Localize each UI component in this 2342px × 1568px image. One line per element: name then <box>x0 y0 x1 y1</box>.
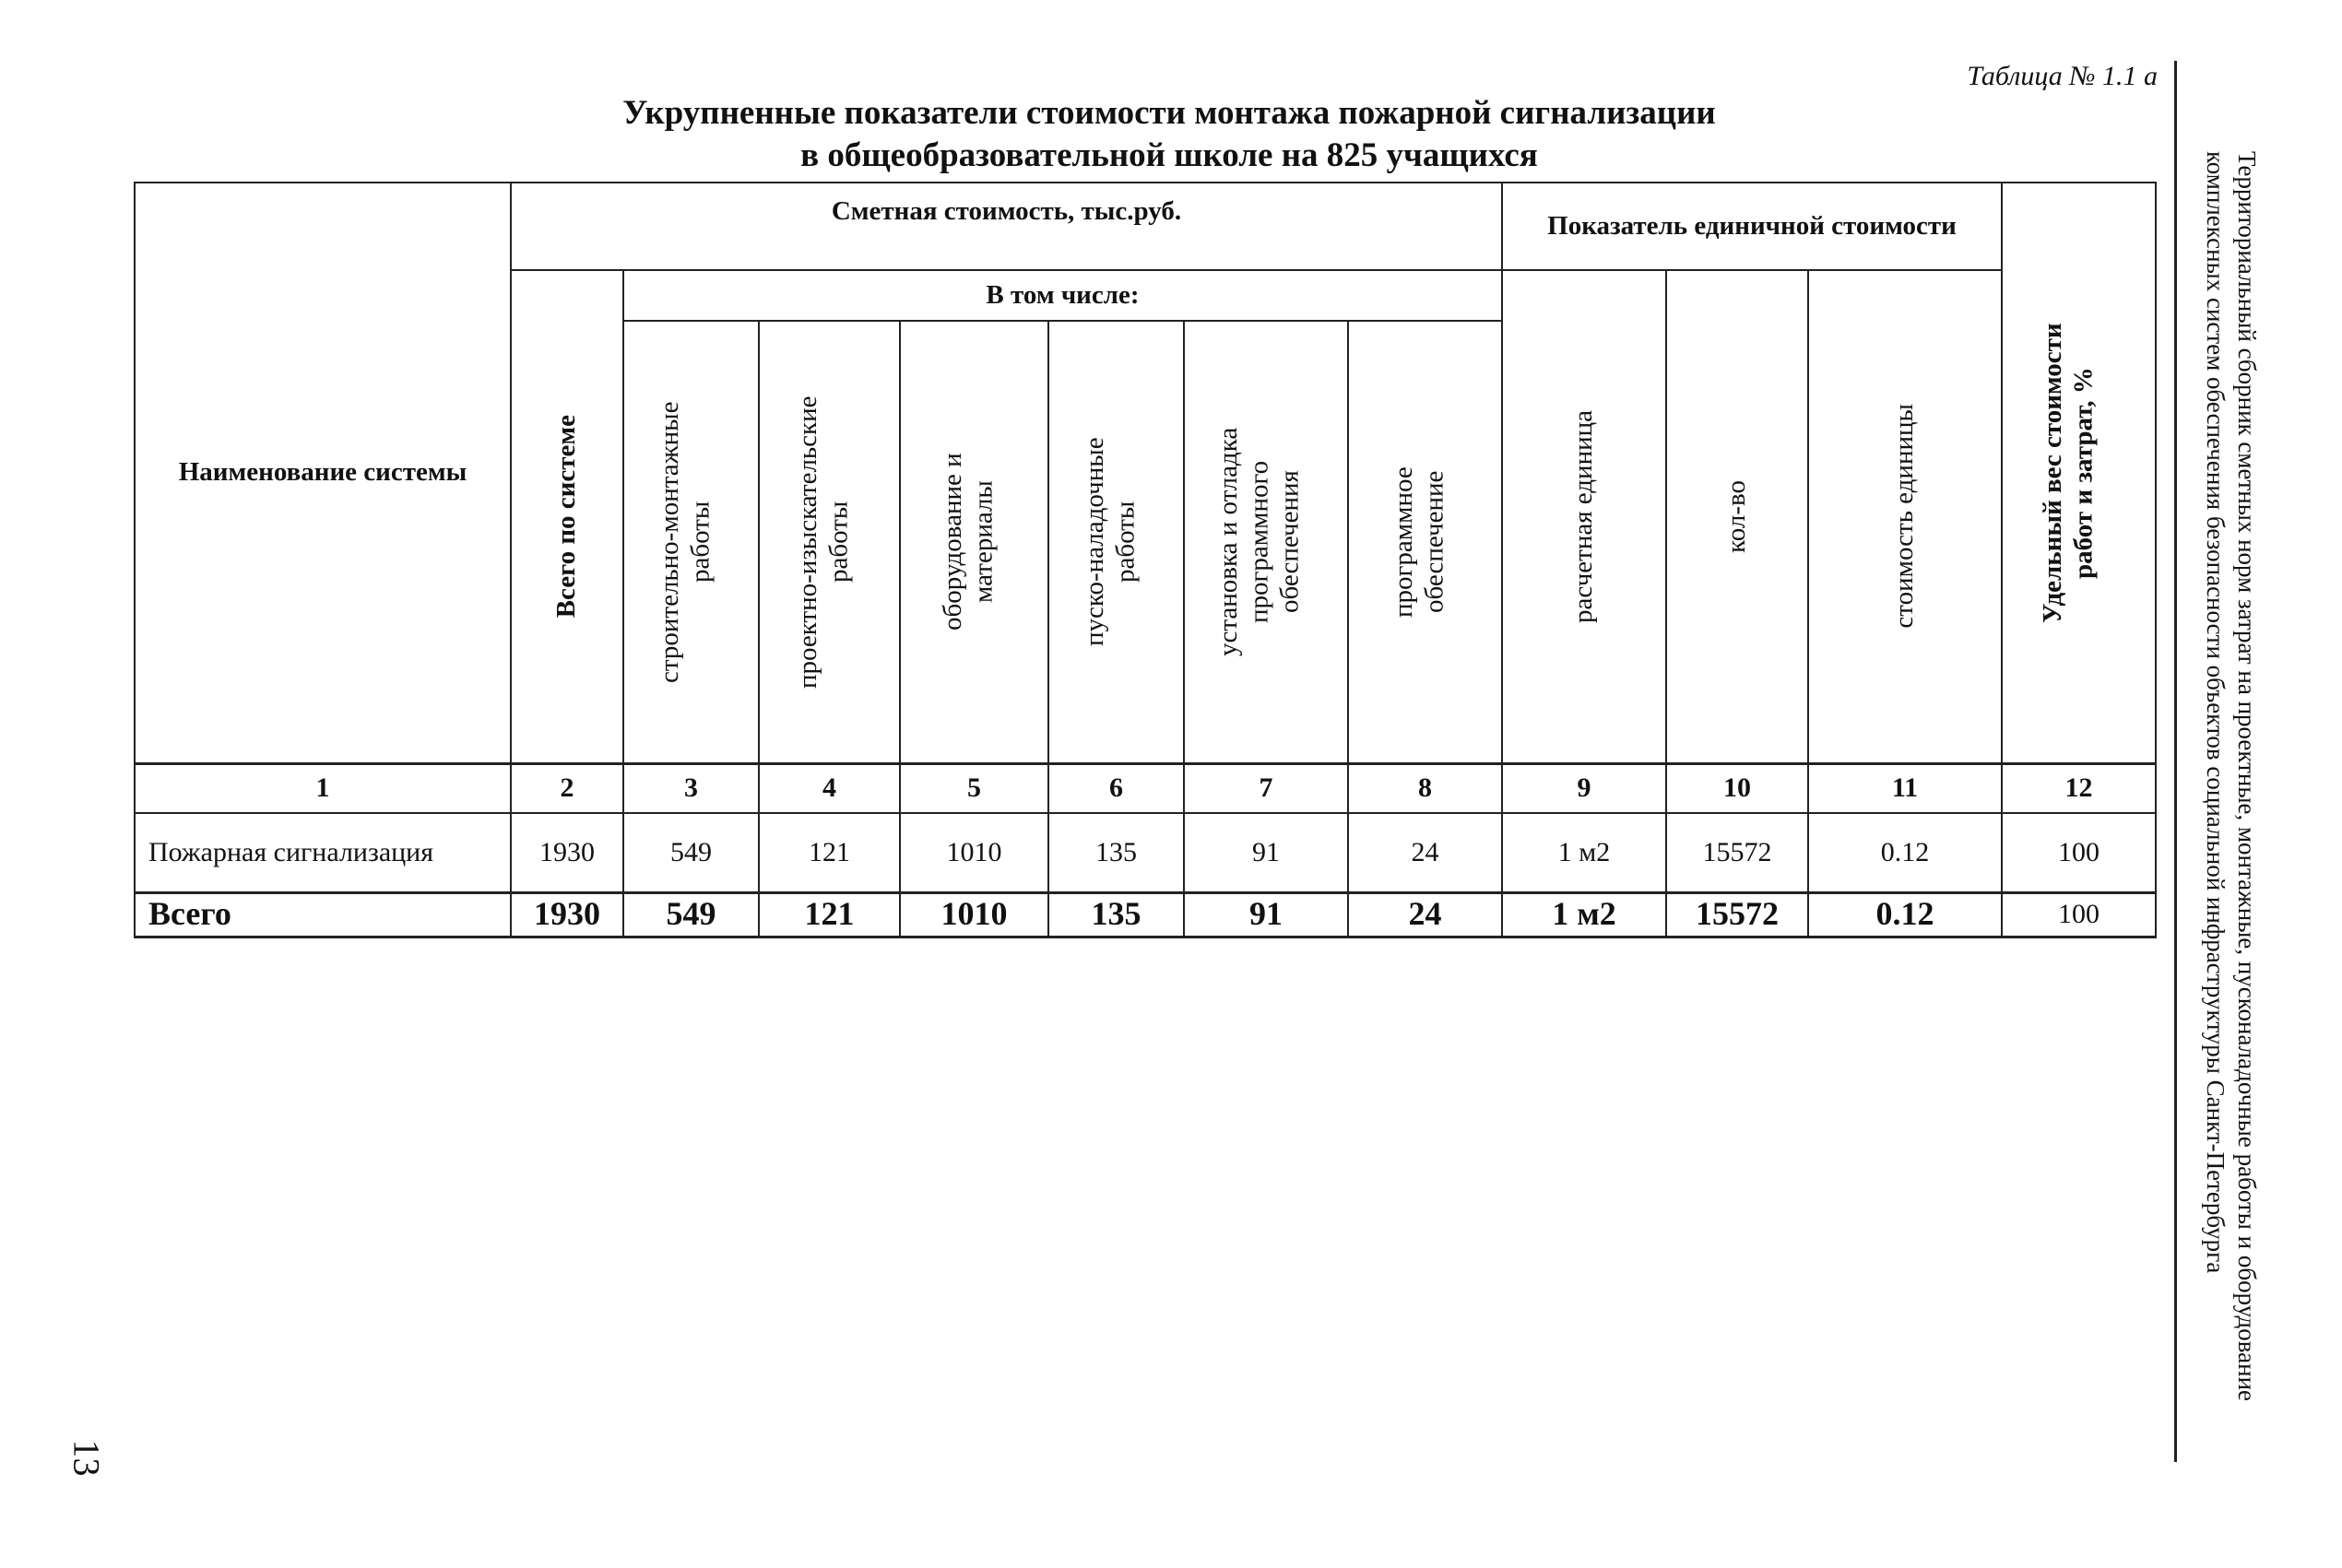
col-number: 5 <box>900 763 1048 813</box>
col-number: 11 <box>1808 763 2002 813</box>
header-software <box>1348 321 1502 763</box>
cell-unit-cost: 0.12 <box>1808 892 2002 937</box>
cell-construction: 549 <box>623 892 759 937</box>
header-software-text: программное обеспечение <box>1388 466 1449 618</box>
col-number: 12 <box>2002 763 2156 813</box>
cell-unit-cost: 0.12 <box>1808 813 2002 892</box>
col-number: 2 <box>511 763 623 813</box>
col-number: 9 <box>1502 763 1666 813</box>
col-number: 6 <box>1048 763 1184 813</box>
header-construction-text: строительно-монтажные работы <box>654 400 715 683</box>
cell-design: 121 <box>759 813 900 892</box>
cell-software-setup: 91 <box>1184 892 1348 937</box>
header-design <box>759 321 900 763</box>
cell-software: 24 <box>1348 813 1502 892</box>
header-unit-cost <box>1808 270 2002 763</box>
side-note <box>2185 151 2277 1460</box>
col-number: 8 <box>1348 763 1502 813</box>
header-unit-group: Показатель единичной стоимости <box>1502 183 2002 270</box>
cell-design: 121 <box>759 892 900 937</box>
header-construction <box>623 321 759 763</box>
page-title <box>136 92 2202 177</box>
header-unit-cost-text: стоимость единицы <box>1889 404 1920 630</box>
row-name: Всего <box>135 892 511 937</box>
header-total-by-system <box>511 270 623 763</box>
cell-software-setup: 91 <box>1184 813 1348 892</box>
header-software-setup <box>1184 321 1348 763</box>
cell-commissioning: 135 <box>1048 813 1184 892</box>
cell-software: 24 <box>1348 892 1502 937</box>
row-name: Пожарная сигнализация <box>135 813 511 892</box>
cell-share: 100 <box>2002 813 2156 892</box>
vertical-rule <box>2174 61 2177 1462</box>
header-cost-group: Сметная стоимость, тыс.руб. <box>511 183 1502 270</box>
side-note-line-1: Территориальный сборник сметных норм затрат на проектные, монтажные, пусконаладочные работы и оборудование <box>2233 151 2261 1402</box>
col-number: 3 <box>623 763 759 813</box>
header-equipment-text: оборудование и материалы <box>937 453 998 631</box>
cell-total: 1930 <box>511 892 623 937</box>
header-calc-unit-text: расчетная единица <box>1568 409 1599 623</box>
cell-calc-unit: 1 м2 <box>1502 813 1666 892</box>
cell-calc-unit: 1 м2 <box>1502 892 1666 937</box>
header-software-setup-text: установка и отладка программного обеспечения <box>1212 427 1305 656</box>
col-number: 1 <box>135 763 511 813</box>
header-commissioning <box>1048 321 1184 763</box>
cell-equipment: 1010 <box>900 813 1048 892</box>
total-row <box>135 892 2156 937</box>
col-number: 10 <box>1666 763 1808 813</box>
header-total-text: Всего по системе <box>551 415 582 619</box>
header-share <box>2002 183 2156 763</box>
col-number: 7 <box>1184 763 1348 813</box>
table-row <box>135 813 2156 892</box>
header-design-text: проектно-изыскательские работы <box>792 395 853 689</box>
cell-equipment: 1010 <box>900 892 1048 937</box>
column-number-row <box>135 763 2156 813</box>
header-share-text: Удельный вес стоимости работ и затрат, % <box>2037 322 2098 623</box>
cell-share: 100 <box>2002 892 2156 937</box>
title-line-2: в общеобразовательной школе на 825 учащихся <box>800 136 1538 174</box>
cost-table <box>134 182 2157 938</box>
col-number: 4 <box>759 763 900 813</box>
table-label: Таблица № 1.1 а <box>1967 61 2158 91</box>
header-quantity-text: кол-во <box>1721 479 1752 553</box>
side-note-line-2: комплексных систем обеспечения безопасности объектов социальной инфраструктуры Санкт-Петербурга <box>2202 151 2230 1274</box>
cell-commissioning: 135 <box>1048 892 1184 937</box>
cell-quantity: 15572 <box>1666 892 1808 937</box>
page-number: 13 <box>65 1439 108 1477</box>
cell-construction: 549 <box>623 813 759 892</box>
title-line-1: Укрупненные показатели стоимости монтажа пожарной сигнализации <box>622 94 1716 132</box>
header-equipment <box>900 321 1048 763</box>
header-quantity <box>1666 270 1808 763</box>
cell-quantity: 15572 <box>1666 813 1808 892</box>
header-calc-unit <box>1502 270 1666 763</box>
header-commissioning-text: пуско-наладочные работы <box>1079 437 1140 647</box>
header-including: В том числе: <box>623 270 1502 321</box>
header-system-name: Наименование системы <box>135 183 511 763</box>
cell-total: 1930 <box>511 813 623 892</box>
